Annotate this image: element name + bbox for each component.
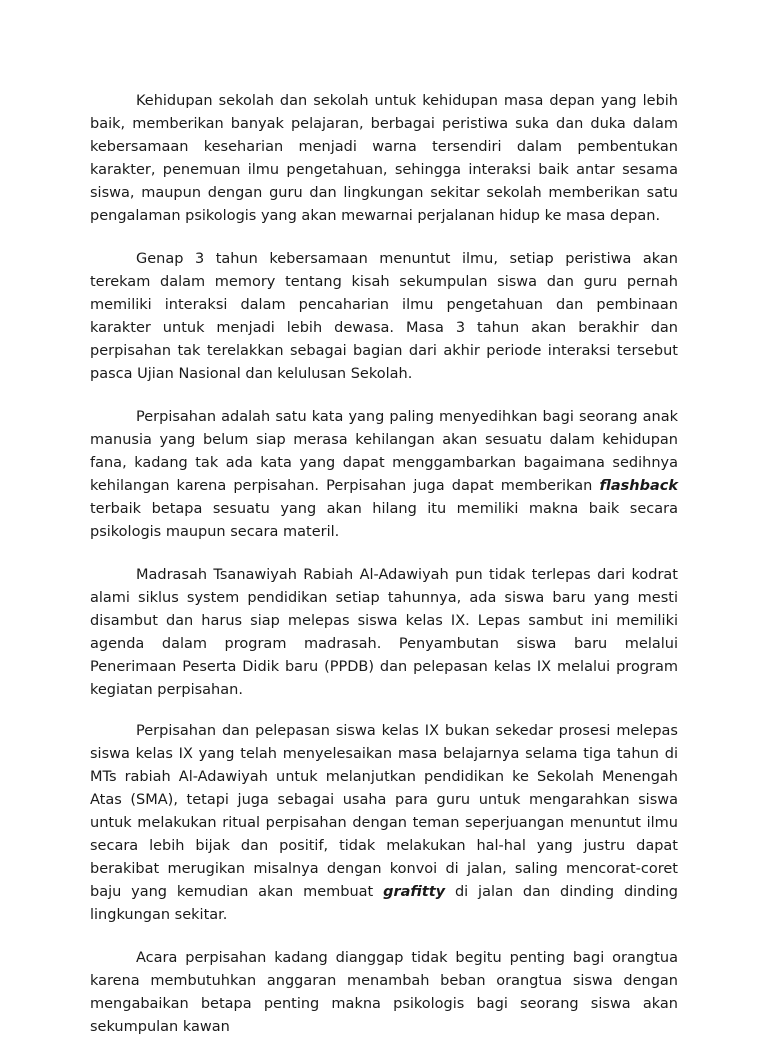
paragraph-5-text-after: di jalan dan dinding dinding lingkungan sekitar. bbox=[90, 884, 678, 923]
paragraph-5 bbox=[90, 720, 678, 927]
emphasized-term-grafitty: grafitty bbox=[383, 884, 446, 900]
paragraph-4 bbox=[90, 564, 678, 702]
document-page bbox=[90, 90, 678, 1059]
paragraph-3-text-after: terbaik betapa sesuatu yang akan hilang itu memiliki makna baik secara psikologis maupun secara materil. bbox=[90, 501, 678, 540]
paragraph-6 bbox=[90, 947, 678, 1039]
paragraph-6-text: Acara perpisahan kadang dianggap tidak begitu penting bagi orangtua karena membutuhkan anggaran menambah beban orangtua siswa dengan mengabaikan betapa penting makna psikologis bagi seorang siswa akan sekumpulan kawan bbox=[90, 950, 678, 1035]
paragraph-3 bbox=[90, 406, 678, 544]
paragraph-2 bbox=[90, 248, 678, 386]
paragraph-4-text: Madrasah Tsanawiyah Rabiah Al-Adawiyah pun tidak terlepas dari kodrat alami siklus system pendidikan setiap tahunnya, ada siswa baru yang mesti disambut dan harus siap melepas siswa kelas IX. Lepas sambut ini memiliki agenda dalam program madrasah. Penyambutan siswa baru melalui Penerimaan Peserta Didik baru (PPDB) dan pelepasan kelas IX melalui program kegiatan perpisahan. bbox=[90, 567, 678, 698]
paragraph-2-text: Genap 3 tahun kebersamaan menuntut ilmu, setiap peristiwa akan terekam dalam memory tentang kisah sekumpulan siswa dan guru pernah memiliki interaksi dalam pencaharian ilmu pengetahuan dan pembinaan karakter untuk menjadi lebih dewasa. Masa 3 tahun akan berakhir dan perpisahan tak terelakkan sebagai bagian dari akhir periode interaksi tersebut pasca Ujian Nasional dan kelulusan Sekolah. bbox=[90, 251, 678, 382]
emphasized-term-flashback: flashback bbox=[599, 478, 678, 494]
paragraph-5-text-before: Perpisahan dan pelepasan siswa kelas IX bukan sekedar prosesi melepas siswa kelas IX yang telah menyelesaikan masa belajarnya selama tiga tahun di MTs rabiah Al-Adawiyah untuk melanjutkan pendidikan ke Sekolah Menengah Atas (SMA), tetapi juga sebagai usaha para guru untuk mengarahkan siswa untuk melakukan ritual perpisahan dengan teman seperjuangan menuntut ilmu secara lebih bijak dan positif, tidak melakukan hal-hal yang justru dapat berakibat merugikan misalnya dengan konvoi di jalan, saling mencorat-coret baju yang kemudian akan membuat bbox=[90, 723, 678, 900]
paragraph-1-text: Kehidupan sekolah dan sekolah untuk kehidupan masa depan yang lebih baik, memberikan banyak pelajaran, berbagai peristiwa suka dan duka dalam kebersamaan keseharian menjadi warna tersendiri dalam pembentukan karakter, penemuan ilmu pengetahuan, sehingga interaksi baik antar sesama siswa, maupun dengan guru dan lingkungan sekitar sekolah memberikan satu pengalaman psikologis yang akan mewarnai perjalanan hidup ke masa depan. bbox=[90, 93, 678, 224]
paragraph-3-text-before: Perpisahan adalah satu kata yang paling menyedihkan bagi seorang anak manusia yang belum siap merasa kehilangan akan sesuatu dalam kehidupan fana, kadang tak ada kata yang dapat menggambarkan bagaimana sedihnya kehilangan karena perpisahan. Perpisahan juga dapat memberikan bbox=[90, 409, 678, 494]
paragraph-1 bbox=[90, 90, 678, 228]
